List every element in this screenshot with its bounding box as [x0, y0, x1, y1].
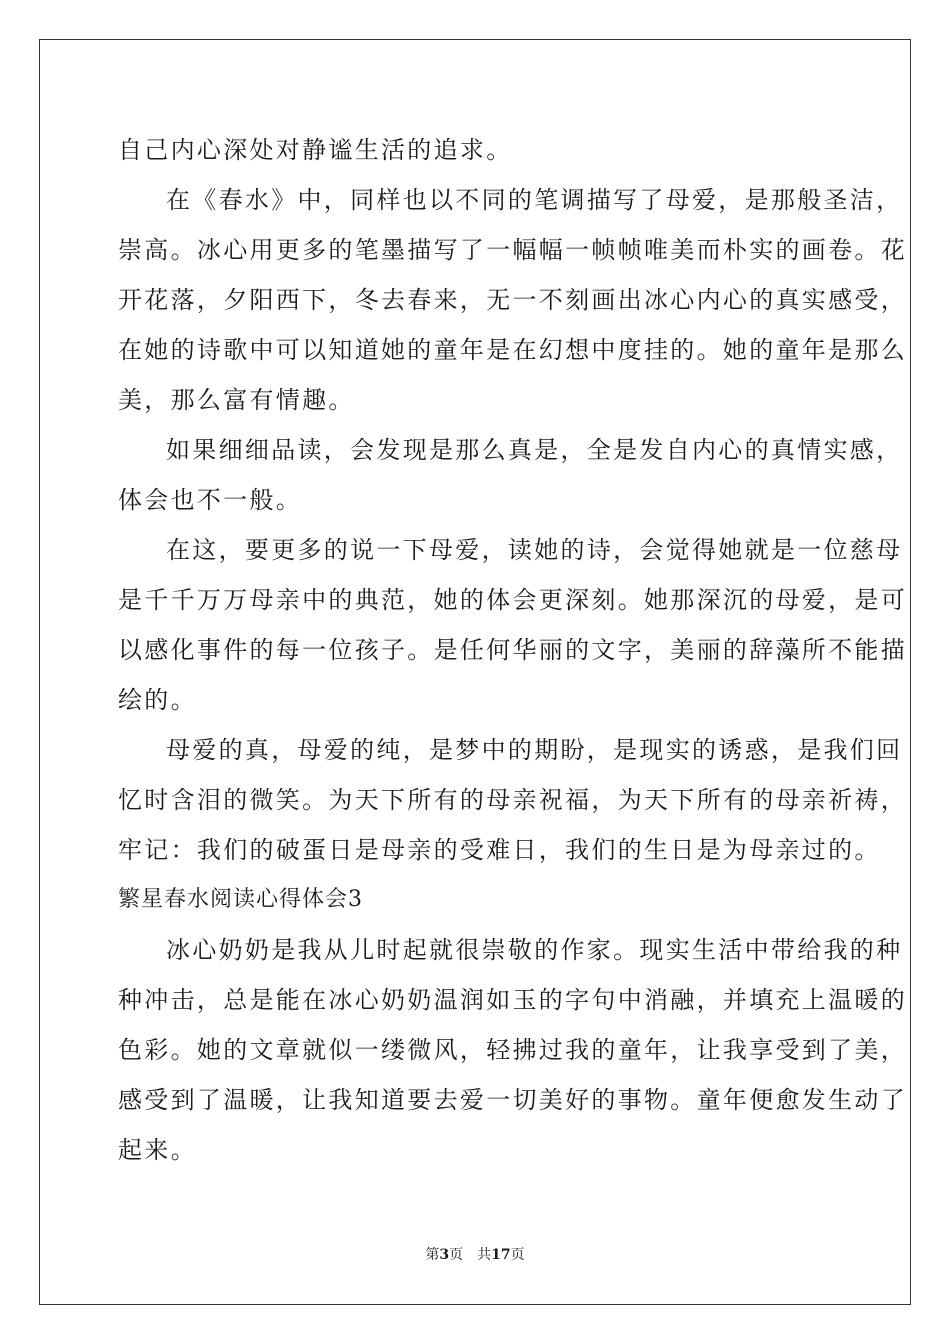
paragraph-line: 起来。 [118, 1136, 197, 1164]
page-total [477, 1247, 524, 1263]
paragraph-line: 美，那么富有情趣。 [118, 386, 355, 414]
paragraph-line: 色彩。她的文章就似一缕微风，轻拂过我的童年，让我享受到了美， [118, 1036, 907, 1064]
paragraph-line: 在这，要更多的说一下母爱，读她的诗，会觉得她就是一位慈母 [166, 536, 903, 564]
current-page: 3 [439, 1247, 450, 1263]
paragraph-line: 以感化事件的每一位孩子。是任何华丽的文字，美丽的辞藻所不能描 [118, 636, 907, 664]
total-suffix: 页 [510, 1247, 525, 1263]
page-number [425, 1247, 463, 1263]
paragraph-line: 种冲击，总是能在冰心奶奶温润如玉的字句中消融，并填充上温暖的 [118, 986, 907, 1014]
section-heading: 繁星春水阅读心得体会3 [118, 887, 363, 912]
paragraph-line: 在她的诗歌中可以知道她的童年是在幻想中度挂的。她的童年是那么 [118, 336, 907, 364]
paragraph-line: 感受到了温暖，让我知道要去爱一切美好的事物。童年便愈发生动了 [118, 1086, 907, 1114]
paragraph-line: 开花落，夕阳西下，冬去春来，无一不刻画出冰心内心的真实感受， [118, 286, 907, 314]
paragraph-line: 体会也不一般。 [118, 486, 303, 514]
paragraph-line: 自己内心深处对静谧生活的追求。 [118, 136, 513, 164]
total-pages: 17 [491, 1247, 511, 1263]
paragraph-line: 崇高。冰心用更多的笔墨描写了一幅幅一帧帧唯美而朴实的画卷。花 [118, 236, 907, 264]
paragraph-line: 冰心奶奶是我从儿时起就很崇敬的作家。现实生活中带给我的种 [166, 936, 903, 964]
paragraph-line: 忆时含泪的微笑。为天下所有的母亲祝福，为天下所有的母亲祈祷， [118, 786, 907, 814]
page-prefix: 第 [425, 1247, 440, 1263]
page-footer [0, 1246, 950, 1264]
page-suffix: 页 [449, 1247, 464, 1263]
paragraph-line: 牢记：我们的破蛋日是母亲的受难日，我们的生日是为母亲过的。 [118, 836, 881, 864]
paragraph-line: 在《春水》中，同样也以不同的笔调描写了母爱，是那般圣洁， [166, 186, 903, 214]
paragraph-line: 如果细细品读，会发现是那么真是，全是发自内心的真情实感， [166, 436, 903, 464]
paragraph-line: 是千千万万母亲中的典范，她的体会更深刻。她那深沉的母爱，是可 [118, 586, 907, 614]
paragraph-line: 绘的。 [118, 686, 197, 714]
total-prefix: 共 [477, 1247, 492, 1263]
paragraph-line: 母爱的真，母爱的纯，是梦中的期盼，是现实的诱惑，是我们回 [166, 736, 903, 764]
